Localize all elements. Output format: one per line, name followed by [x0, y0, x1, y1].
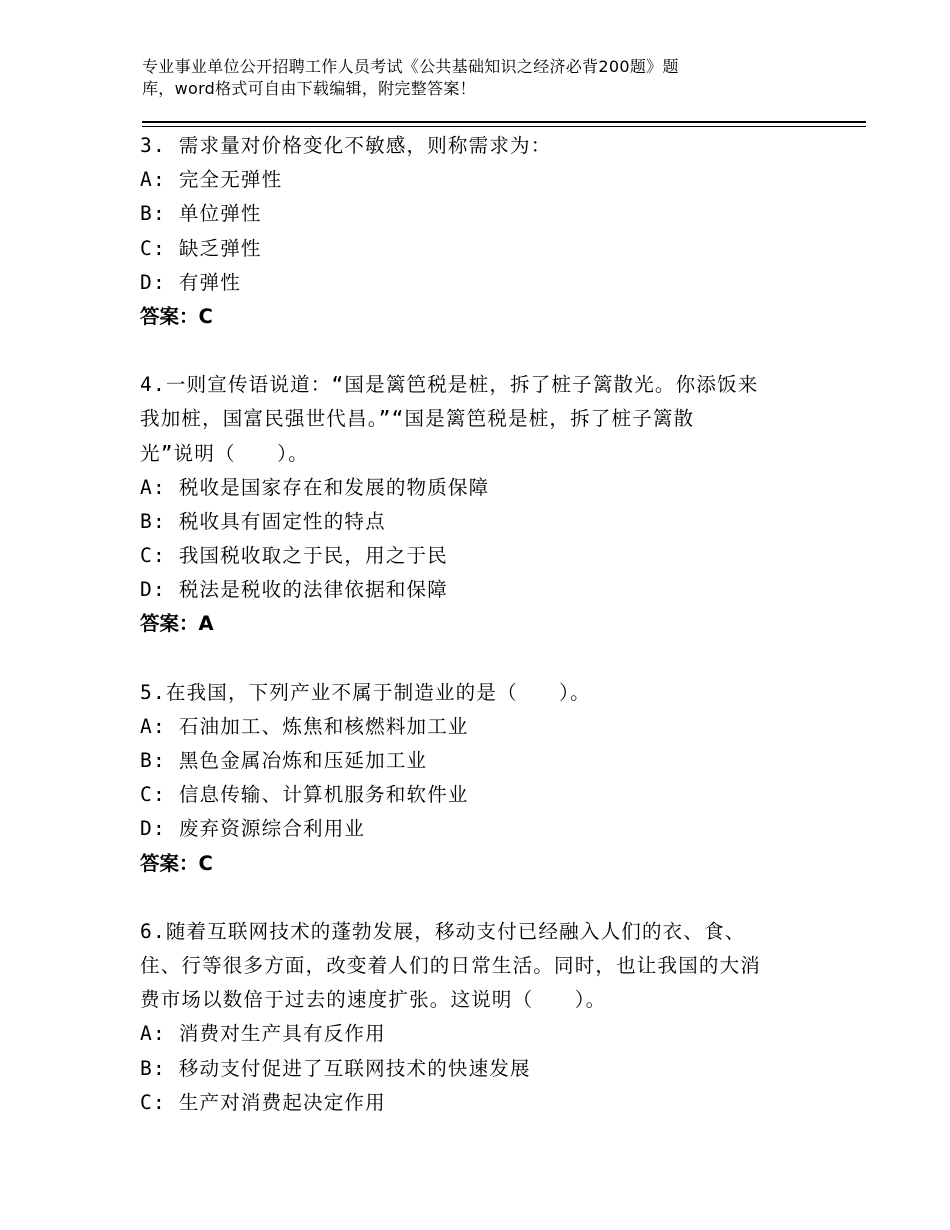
option-a: A: 完全无弹性 [140, 168, 283, 192]
option-c: C: 我国税收取之于民，用之于民 [140, 544, 448, 568]
header-line-2: 库，word格式可自由下载编辑，附完整答案！ [142, 79, 476, 98]
option-d: D: 税法是税收的法律依据和保障 [140, 578, 448, 602]
option-b: B: 黑色金属冶炼和压延加工业 [140, 749, 428, 772]
question-3 [140, 129, 820, 334]
option-c: C: 信息传输、计算机服务和软件业 [140, 783, 469, 807]
question-stem-line: 4.一则宣传语说道：“国是篱笆税是桩，拆了桩子篱散光。你添饭来 [140, 373, 759, 397]
option-b: B: 单位弹性 [140, 202, 262, 226]
question-stem: 5.在我国，下列产业不属于制造业的是（ ）。 [140, 680, 591, 704]
question-stem: 3. 需求量对价格变化不敏感，则称需求为： [140, 134, 552, 157]
document-header [142, 56, 802, 100]
answer-label: 答案：C [140, 304, 213, 328]
header-line-1: 专业事业单位公开招聘工作人员考试《公共基础知识之经济必背200题》题 [142, 57, 679, 76]
question-stem-line: 光”说明（ ）。 [140, 441, 309, 465]
question-stem-line: 住、行等很多方面，改变着人们的日常生活。同时，也让我国的大消 [140, 953, 762, 977]
option-d: D: 有弹性 [140, 270, 241, 294]
header-divider-thin [142, 126, 866, 127]
option-c: C: 缺乏弹性 [140, 236, 262, 260]
question-stem-line: 我加桩，国富民强世代昌。”“国是篱笆税是桩，拆了桩子篱散 [140, 407, 695, 431]
option-a: A: 石油加工、炼焦和核燃料加工业 [140, 714, 469, 738]
answer-label: 答案：A [140, 612, 214, 636]
option-b: B: 移动支付促进了互联网技术的快速发展 [140, 1056, 531, 1080]
question-4 [140, 368, 820, 642]
option-a: A: 消费对生产具有反作用 [140, 1022, 386, 1046]
question-5 [140, 676, 820, 881]
answer-label: 答案：C [140, 851, 213, 875]
option-c: C: 生产对消费起决定作用 [140, 1090, 386, 1114]
question-list [140, 129, 820, 1120]
question-stem-line: 6.随着互联网技术的蓬勃发展，移动支付已经融入人们的衣、食、 [140, 919, 746, 943]
question-6 [140, 915, 820, 1120]
header-divider-thick [142, 121, 866, 123]
option-a: A: 税收是国家存在和发展的物质保障 [140, 475, 490, 499]
question-stem-line: 费市场以数倍于过去的速度扩张。这说明（ ）。 [140, 988, 607, 1012]
option-b: B: 税收具有固定性的特点 [140, 509, 386, 533]
option-d: D: 废弃资源综合利用业 [140, 817, 366, 841]
